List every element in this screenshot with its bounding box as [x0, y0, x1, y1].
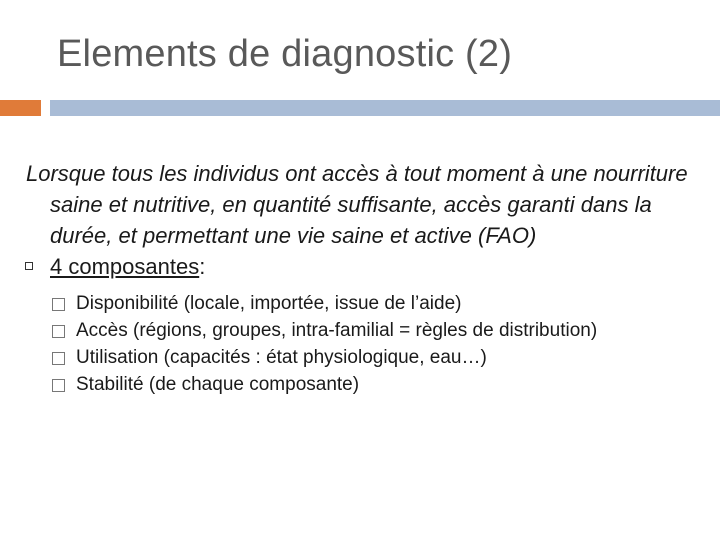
- components-bullet: [26, 251, 706, 282]
- slide-content: [26, 158, 706, 398]
- list-item-text: Accès (régions, groupes, intra-familial = règles de distribution): [76, 320, 598, 341]
- title-accent-bar: [0, 100, 41, 116]
- list-item: [26, 344, 706, 371]
- checkbox-bullet-icon: [52, 379, 65, 392]
- components-label: 4 composantes: [50, 254, 200, 279]
- checkbox-bullet-icon: [52, 325, 65, 338]
- components-list: [26, 290, 706, 398]
- slide-title: Elements de diagnostic (2): [57, 33, 513, 75]
- list-item: [26, 290, 706, 317]
- checkbox-bullet-icon: [52, 298, 65, 311]
- checkbox-bullet-icon: [52, 352, 65, 365]
- list-item-text: Utilisation (capacités : état physiologique, eau…): [76, 347, 487, 368]
- list-item: [26, 371, 706, 398]
- square-bullet-icon: [25, 262, 33, 270]
- list-item-text: Disponibilité (locale, importée, issue de l’aide): [76, 293, 462, 314]
- definition-text: Lorsque tous les individus ont accès à tout moment à une nourriture saine et nutritive, en quantité suffisante, accès garanti dans la durée, et permettant une vie saine et active (FAO): [26, 161, 688, 248]
- list-item: [26, 317, 706, 344]
- title-rule-bar: [50, 100, 720, 116]
- components-colon: :: [199, 254, 206, 279]
- list-item-text: Stabilité (de chaque composante): [76, 374, 360, 395]
